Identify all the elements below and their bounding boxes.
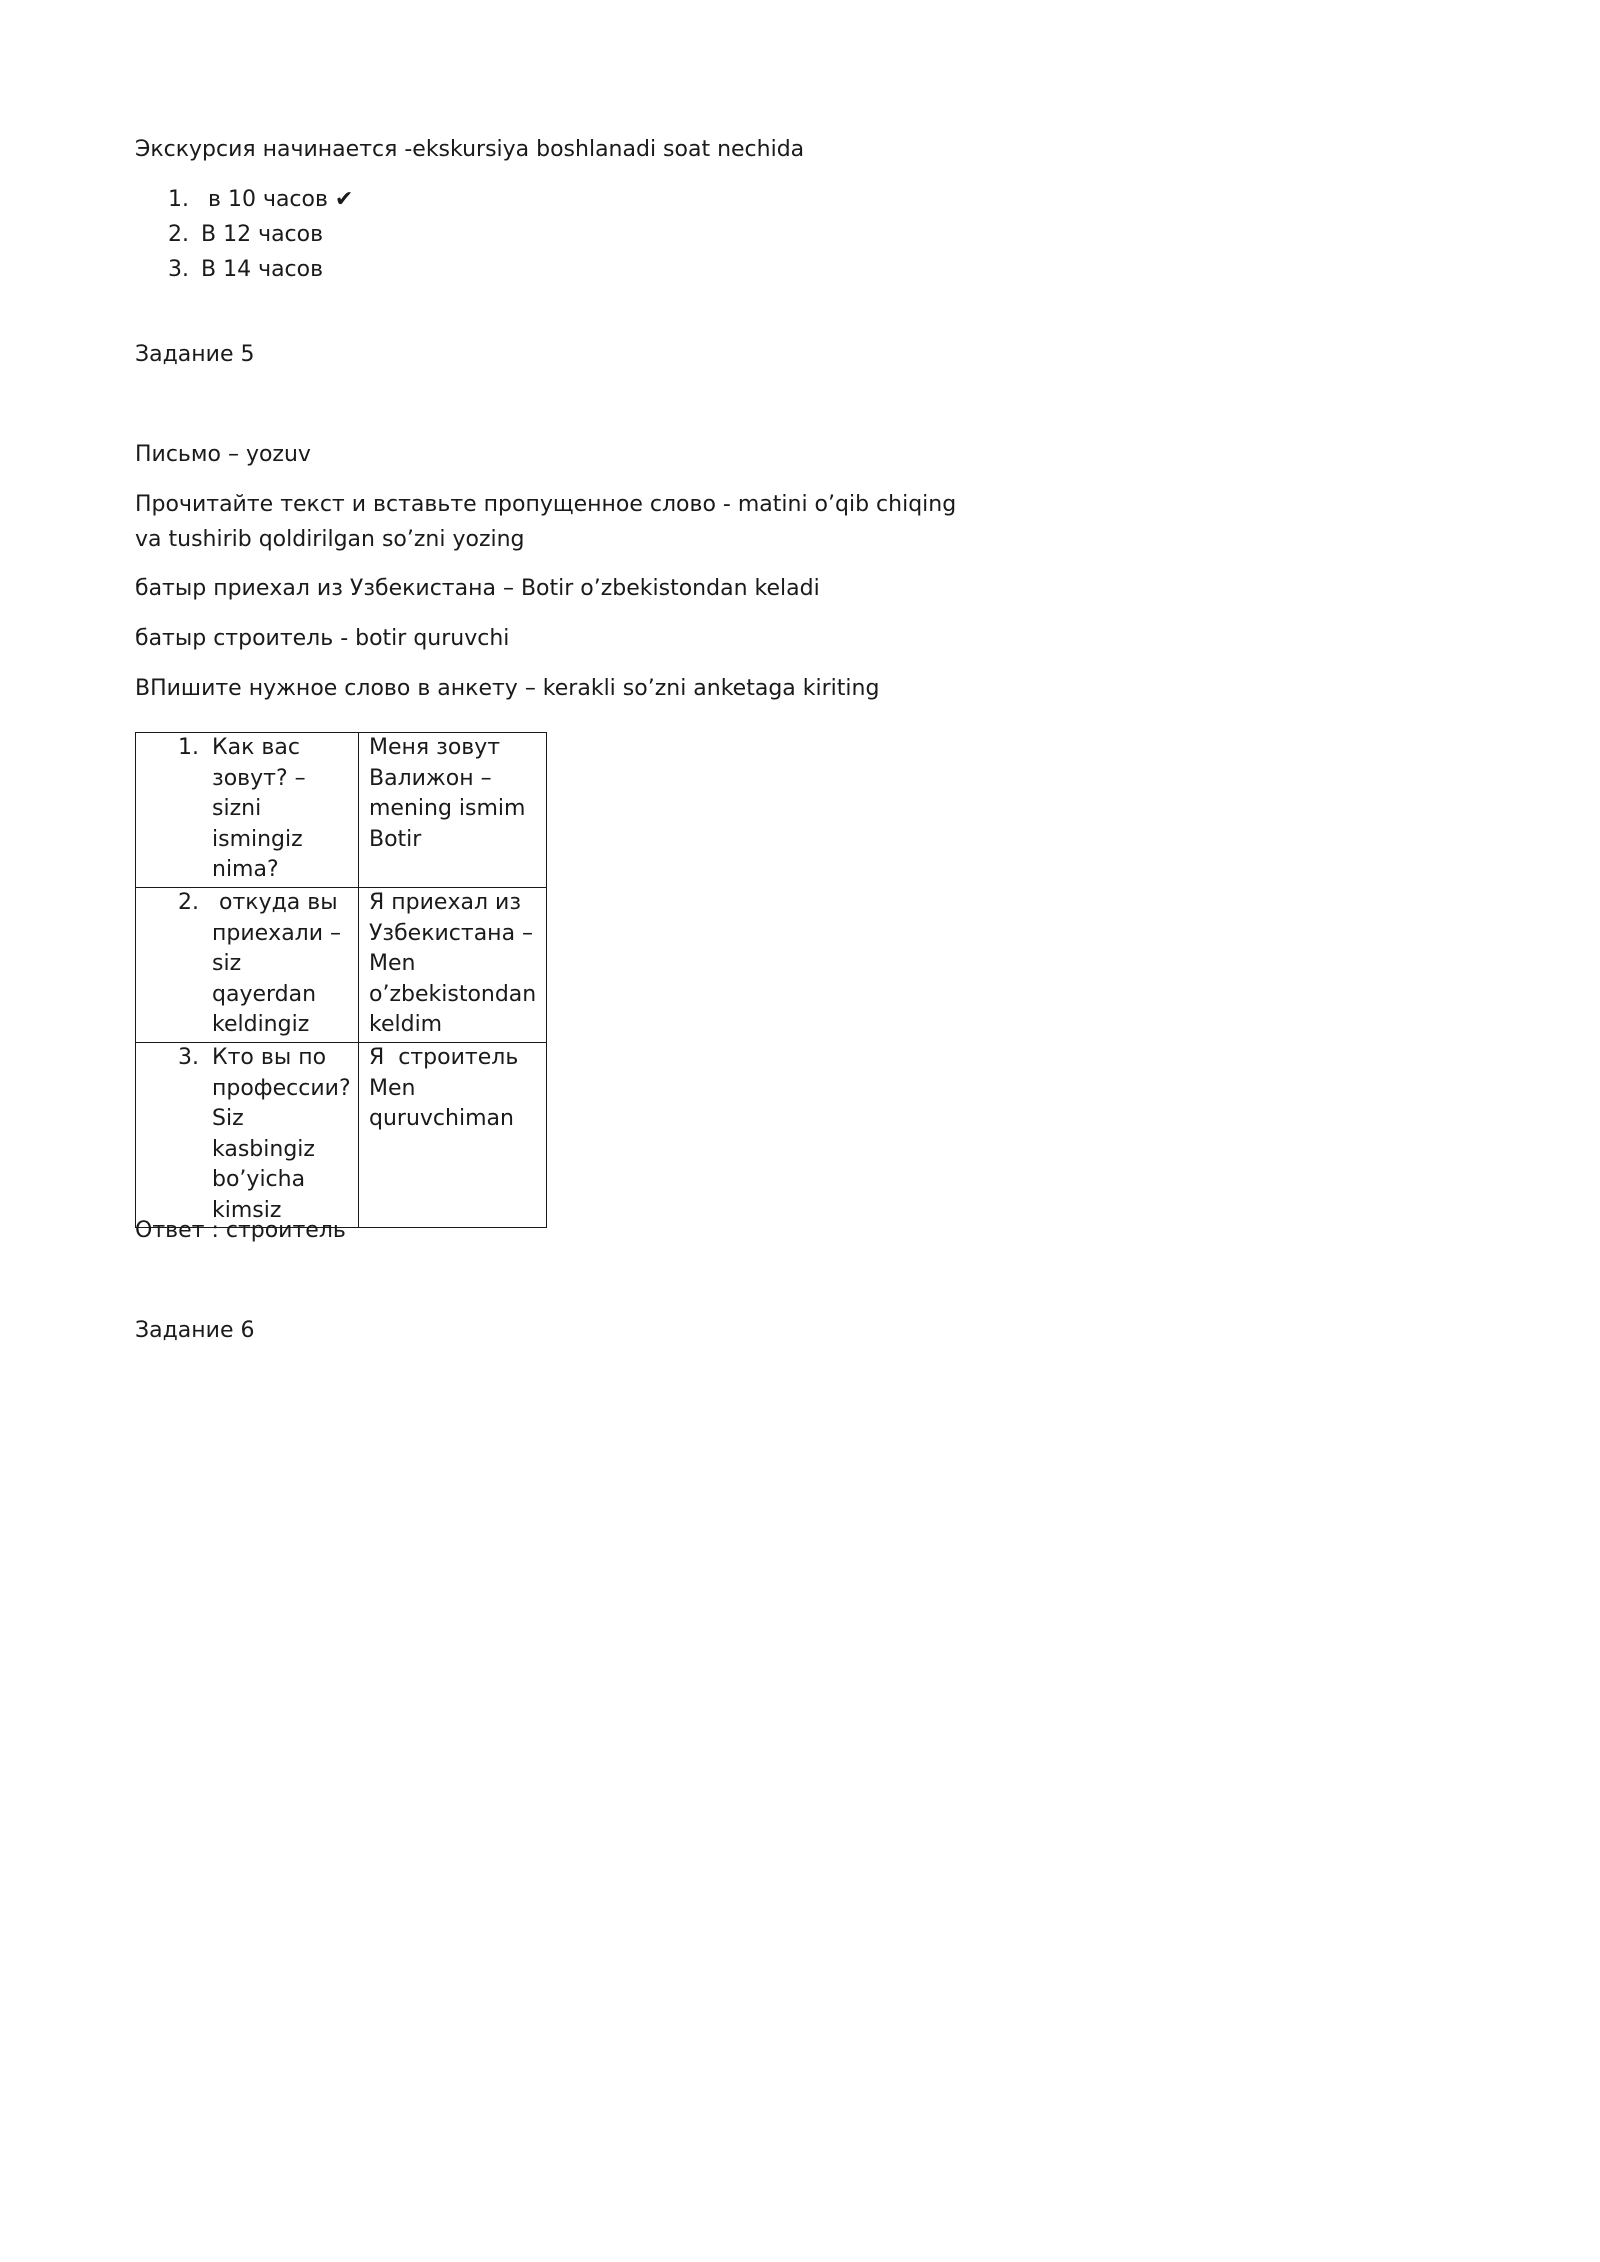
- answer-text: Меня зовут Валижон – mening ismim Botir: [369, 735, 526, 852]
- questionnaire-table: [135, 732, 547, 1228]
- option-number: 2.: [168, 222, 189, 247]
- question-cell: [136, 1043, 359, 1228]
- question-cell: [136, 733, 359, 888]
- table-row: [136, 888, 547, 1043]
- answer-cell: [359, 733, 547, 888]
- document-page: [0, 0, 1117, 1580]
- option-text: В 12 часов: [201, 222, 324, 247]
- answer-text: Я приехал из Узбекистана – Men o’zbekistondan keldim: [369, 890, 537, 1038]
- question-number: 1.: [178, 735, 199, 760]
- answer-cell: [359, 1043, 547, 1228]
- option-number: 3.: [168, 257, 189, 282]
- table-row: [136, 733, 547, 888]
- option-text: В 14 часов: [201, 257, 324, 282]
- question-text: откуда вы приехали – siz qayerdan keldingiz: [212, 890, 349, 1038]
- answer-text: Я строитель Men quruvchiman: [369, 1045, 526, 1132]
- answer-cell: [359, 888, 547, 1043]
- option-text: в 10 часов ✔: [201, 187, 354, 212]
- table-row: [136, 1043, 547, 1228]
- question-cell: [136, 888, 359, 1043]
- question-text: Как вас зовут? – sizni ismingiz nima?: [212, 735, 306, 883]
- option-number: 1.: [168, 187, 189, 212]
- question-number: 3.: [178, 1045, 199, 1070]
- task6-heading: Задание 6: [135, 1318, 255, 1343]
- sentence: батыр приехал из Узбекистана – Botir o’zbekistondan keladi: [135, 576, 820, 601]
- question-number: 2.: [178, 890, 199, 915]
- sentence: ВПишите нужное слово в анкету – kerakli so’zni anketaga kiriting: [135, 676, 880, 701]
- question-text: Кто вы по профессии? Siz kasbingiz bo’yicha kimsiz: [212, 1045, 351, 1223]
- intro-question: Экскурсия начинается -ekskursiya boshlanadi soat nechida: [135, 137, 805, 162]
- answer-line: Ответ : строитель: [135, 1218, 346, 1243]
- sentence: батыр строитель - botir quruvchi: [135, 626, 510, 651]
- section-title: Письмо – yozuv: [135, 442, 311, 467]
- task5-heading: Задание 5: [135, 342, 255, 367]
- instruction-text: Прочитайте текст и вставьте пропущенное слово - matini o’qib chiqing va tushirib qoldirilgan so’zni yozing: [135, 492, 957, 552]
